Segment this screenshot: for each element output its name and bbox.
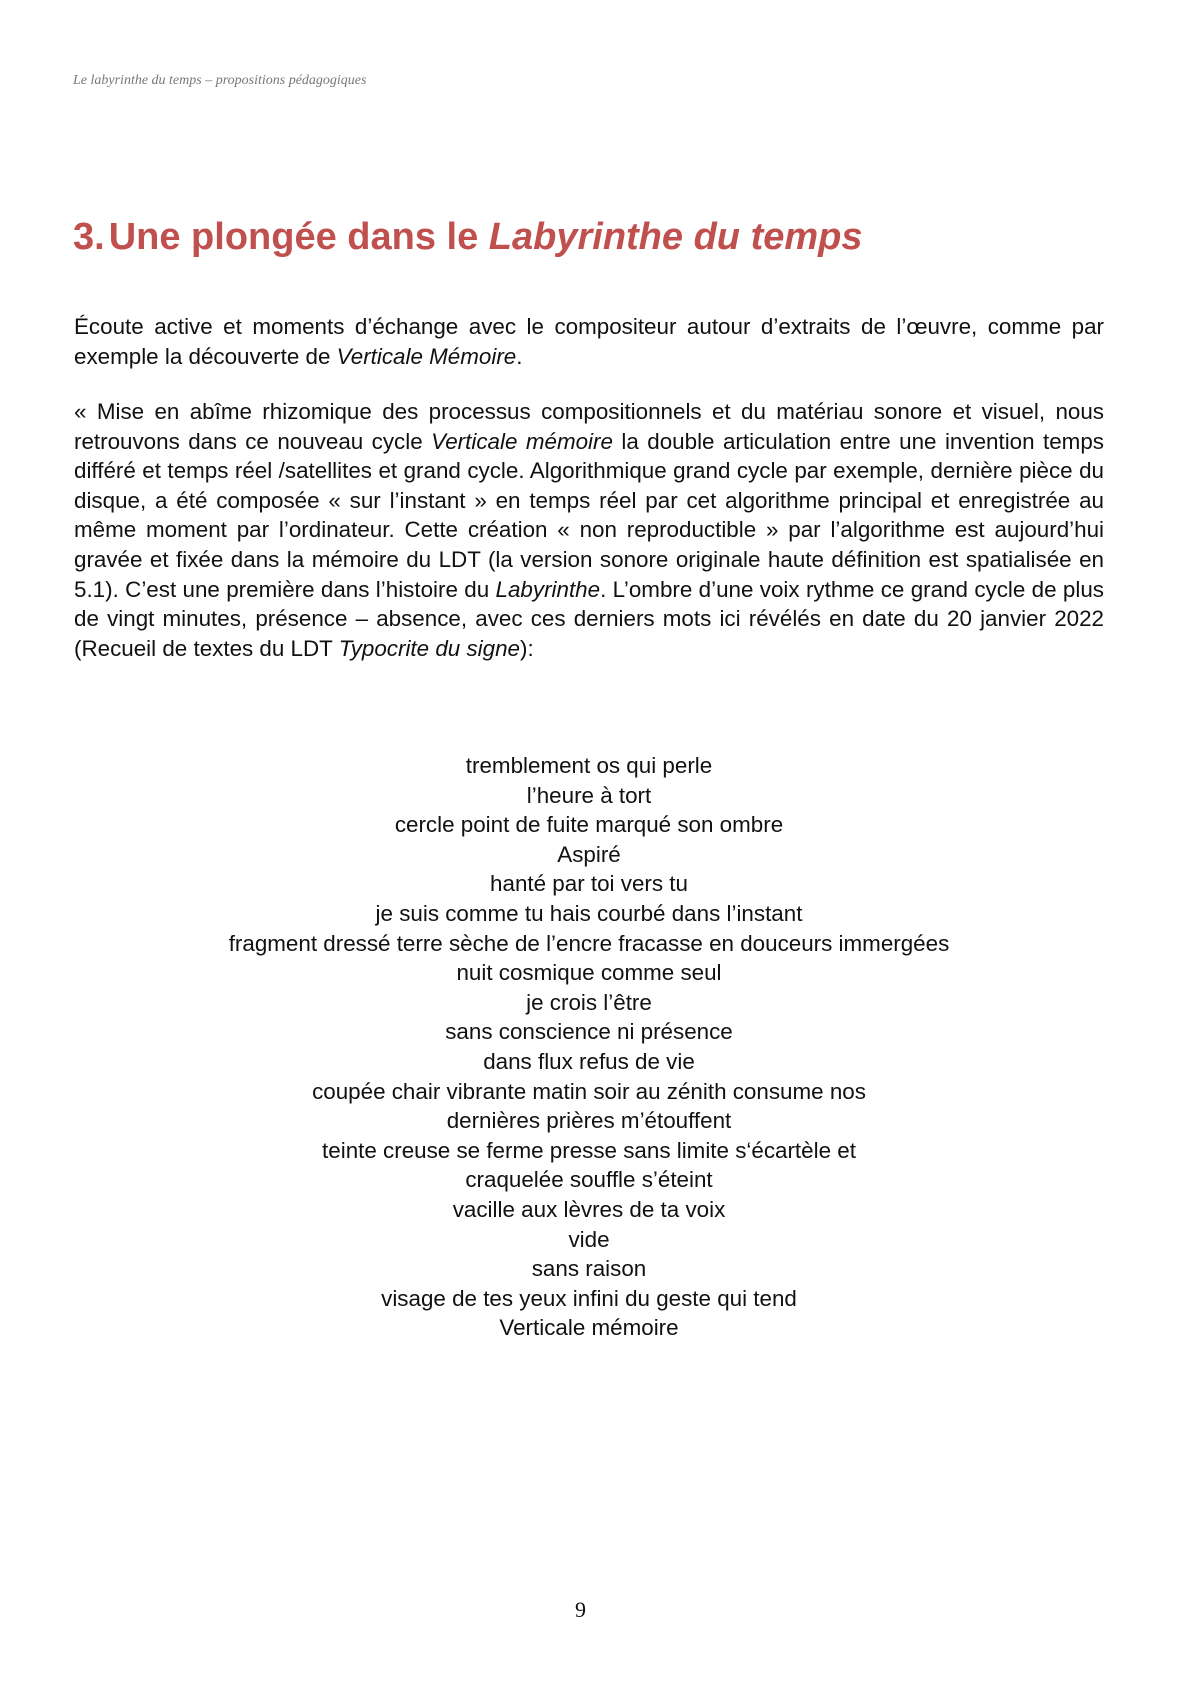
poem-line: sans raison	[531, 1256, 647, 1282]
poem-line: cercle point de fuite marqué son ombre	[394, 812, 784, 838]
poem-line: je crois l’être	[526, 989, 652, 1015]
poem-line: coupée chair vibrante matin soir au zénith consume nos	[312, 1078, 866, 1104]
labyrinthe-title: Labyrinthe	[495, 576, 601, 602]
cycle-title: Verticale mémoire	[431, 428, 613, 454]
poem-line: Aspiré	[557, 841, 621, 867]
intro-paragraph	[74, 312, 1104, 371]
poem-line: visage de tes yeux infini du geste qui tend	[381, 1285, 797, 1311]
poem-line: vide	[568, 1226, 610, 1252]
poem-line: craquelée souffle s’éteint	[465, 1167, 713, 1193]
section-title-italic: Labyrinthe du temps	[488, 216, 863, 258]
intro-text-end: .	[516, 343, 523, 369]
section-title-text: Une plongée dans le	[108, 216, 489, 258]
page-number: 9	[575, 1597, 586, 1622]
poem-line: teinte creuse se ferme presse sans limite s‘écartèle et	[322, 1137, 856, 1163]
poem-line: hanté par toi vers tu	[490, 871, 688, 897]
poem	[74, 751, 1104, 1343]
section-title	[73, 213, 863, 261]
poem-line: fragment dressé terre sèche de l’encre fracasse en douceurs immergées	[228, 930, 950, 956]
quote-text: la double articulation entre une invention temps différé et temps réel /satellites et grand cycle. Algorithmique grand cycle par exemple, dernière pièce du disque, a été composée « sur l’instant » en temps réel par cet algorithme principal et enregistrée au même moment par l’ordinateur. Cette création « non reproductible » par l’algorithme est aujourd’hui gravée et fixée dans la mémoire du LDT (la version sonore originale haute définition est spatialisée en 5.1). C’est une première dans l’histoire du	[74, 428, 1104, 602]
poem-line: dernières prières m’étouffent	[446, 1108, 732, 1134]
poem-line: Verticale mémoire	[499, 1315, 679, 1341]
quote-text: « Mise en abîme rhizomique des processus compositionnels et du matériau sonore et visuel, nous retrouvons dans ce nouveau cycle	[74, 399, 1104, 454]
quote-text: . L’ombre d’une voix rythme ce grand cycle de plus de vingt minutes, présence – absence, avec ces derniers mots ici révélés en date du 20 janvier 2022 (Recueil de textes du LDT	[74, 576, 1104, 661]
poem-line: nuit cosmique comme seul	[456, 960, 722, 986]
quote-paragraph	[74, 397, 1104, 663]
poem-line: sans conscience ni présence	[445, 1019, 733, 1045]
poem-line: je suis comme tu hais courbé dans l’instant	[375, 900, 803, 926]
work-title: Verticale Mémoire	[336, 343, 517, 369]
quote-text-end: ):	[519, 635, 534, 661]
poem-line: l’heure à tort	[526, 782, 652, 808]
poem-line: tremblement os qui perle	[465, 753, 713, 778]
running-header: Le labyrinthe du temps – propositions pédagogiques	[73, 73, 367, 88]
collection-title: Typocrite du signe	[338, 635, 520, 661]
section-number: 3.	[73, 216, 105, 258]
poem-line: vacille aux lèvres de ta voix	[452, 1196, 726, 1222]
poem-line: dans flux refus de vie	[483, 1048, 695, 1074]
intro-text: Écoute active et moments d’échange avec le compositeur autour d’extraits de l’œuvre, comme par exemple la découverte de	[74, 314, 1104, 369]
